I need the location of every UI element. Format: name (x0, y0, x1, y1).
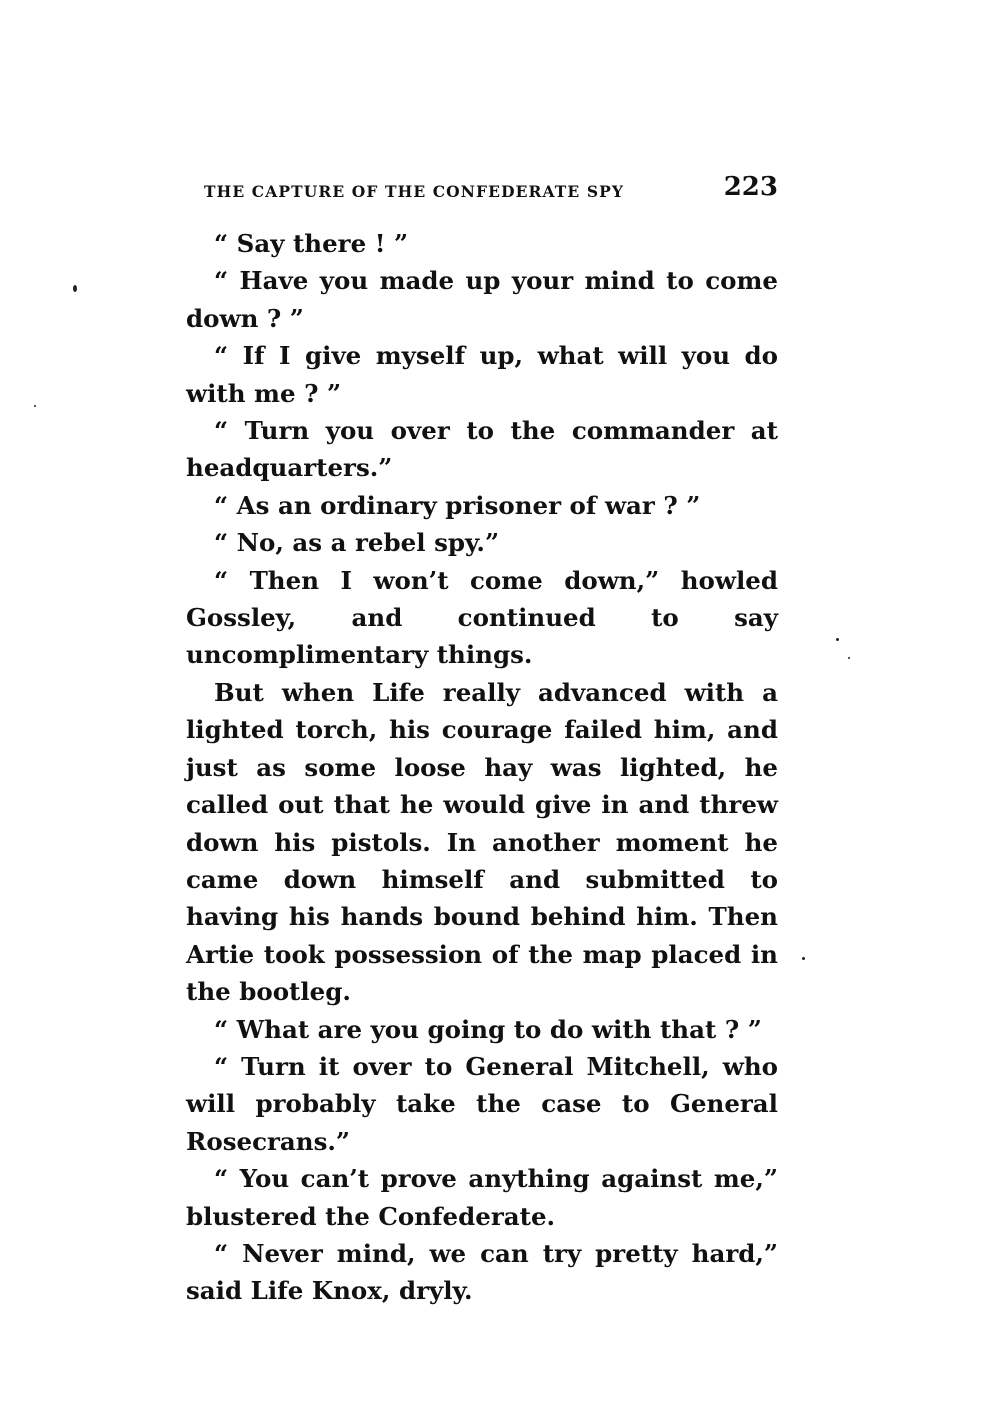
running-title: THE CAPTURE OF THE CONFEDERATE SPY (204, 182, 625, 201)
paragraph-turn-over: “ Turn you over to the commander at headquarters.” (186, 416, 778, 483)
paragraph-prisoner-of-war: “ As an ordinary prisoner of war ? ” (214, 490, 701, 520)
paragraph-come-down: “ Have you made up your mind to come down ? ” (186, 266, 778, 333)
body-text (186, 225, 778, 1310)
speck-mark (73, 285, 77, 292)
paragraph-lighted-torch: But when Life really advanced with a lighted torch, his courage failed him, and just as some loose hay was lighted, he called out that he would give in and threw down his pistols. In another moment he came down himself and submitted to having his hands bound behind him. Then Artie took possession of the map placed in the bootleg. (186, 677, 778, 1007)
paragraph-wont-come-down: “ Then I won’t come down,” howled Gossley, and continued to say uncomplimentary things. (186, 565, 778, 670)
paragraph-what-to-do: “ What are you going to do with that ? ” (214, 1014, 762, 1044)
paragraph-rebel-spy: “ No, as a rebel spy.” (214, 528, 500, 558)
running-head (204, 168, 778, 208)
paragraph-general-mitchell: “ Turn it over to General Mitchell, who will probably take the case to General Rosecrans.” (186, 1051, 778, 1156)
paragraph-give-up: “ If I give myself up, what will you do with me ? ” (186, 341, 778, 408)
speck-mark (802, 957, 805, 960)
paragraph-never-mind: “ Never mind, we can try pretty hard,” said Life Knox, dryly. (186, 1238, 778, 1306)
page-number: 223 (723, 172, 778, 202)
paragraph-cant-prove: “ You can’t prove anything against me,” blustered the Confederate. (186, 1164, 778, 1231)
speck-mark (836, 638, 839, 641)
paragraph-say-there: “ Say there ! ” (214, 229, 409, 258)
speck-mark (34, 405, 36, 407)
speck-mark (848, 657, 850, 659)
